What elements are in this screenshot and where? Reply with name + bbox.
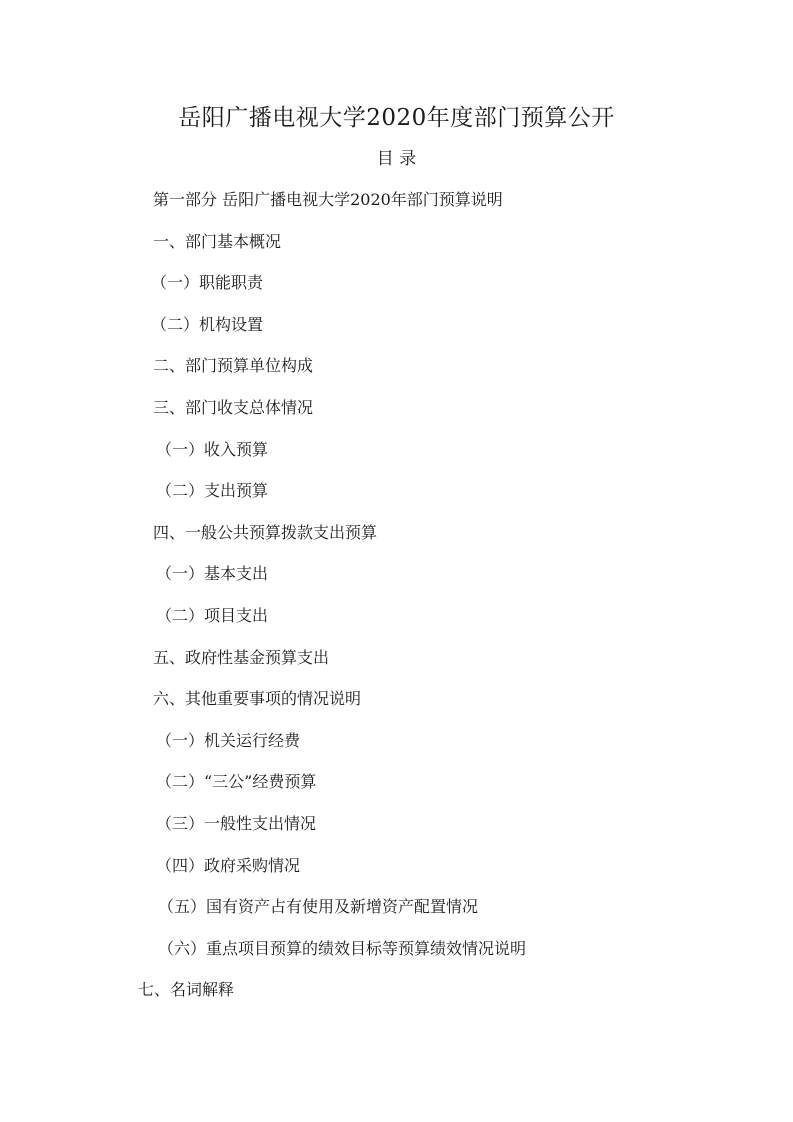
toc-item: 六、其他重要事项的情况说明 — [153, 689, 362, 709]
toc-item: 五、政府性基金预算支出 — [153, 647, 330, 667]
toc-item: 二、部门预算单位构成 — [153, 356, 314, 376]
toc-item: 七、名词解释 — [138, 980, 235, 1000]
table-of-contents — [0, 185, 793, 1017]
toc-item: （五）国有资产占有使用及新增资产配置情况 — [158, 897, 479, 917]
toc-heading: 目 录 — [376, 149, 417, 169]
toc-item: （二）“三公”经费预算 — [156, 772, 317, 792]
toc-item: （一）基本支出 — [156, 564, 269, 584]
toc-item: 一、部门基本概况 — [153, 231, 282, 251]
toc-item: （一）机关运行经费 — [156, 730, 301, 750]
toc-item: 四、一般公共预算拨款支出预算 — [153, 522, 378, 542]
document-title: 岳阳广播电视大学2020年度部门预算公开 — [178, 105, 615, 131]
toc-item: （一）职能职责 — [151, 273, 264, 293]
toc-item: （三）一般性支出情况 — [156, 813, 317, 833]
toc-item: 三、部门收支总体情况 — [153, 397, 314, 417]
toc-item: （二）支出预算 — [156, 481, 269, 501]
toc-item: （二）项目支出 — [156, 605, 269, 625]
toc-item: （一）收入预算 — [156, 439, 269, 459]
toc-item: （二）机构设置 — [151, 314, 264, 334]
toc-item: 第一部分 岳阳广播电视大学2020年部门预算说明 — [153, 190, 503, 209]
toc-item: （六）重点项目预算的绩效目标等预算绩效情况说明 — [158, 938, 527, 958]
toc-item: （四）政府采购情况 — [156, 855, 301, 875]
